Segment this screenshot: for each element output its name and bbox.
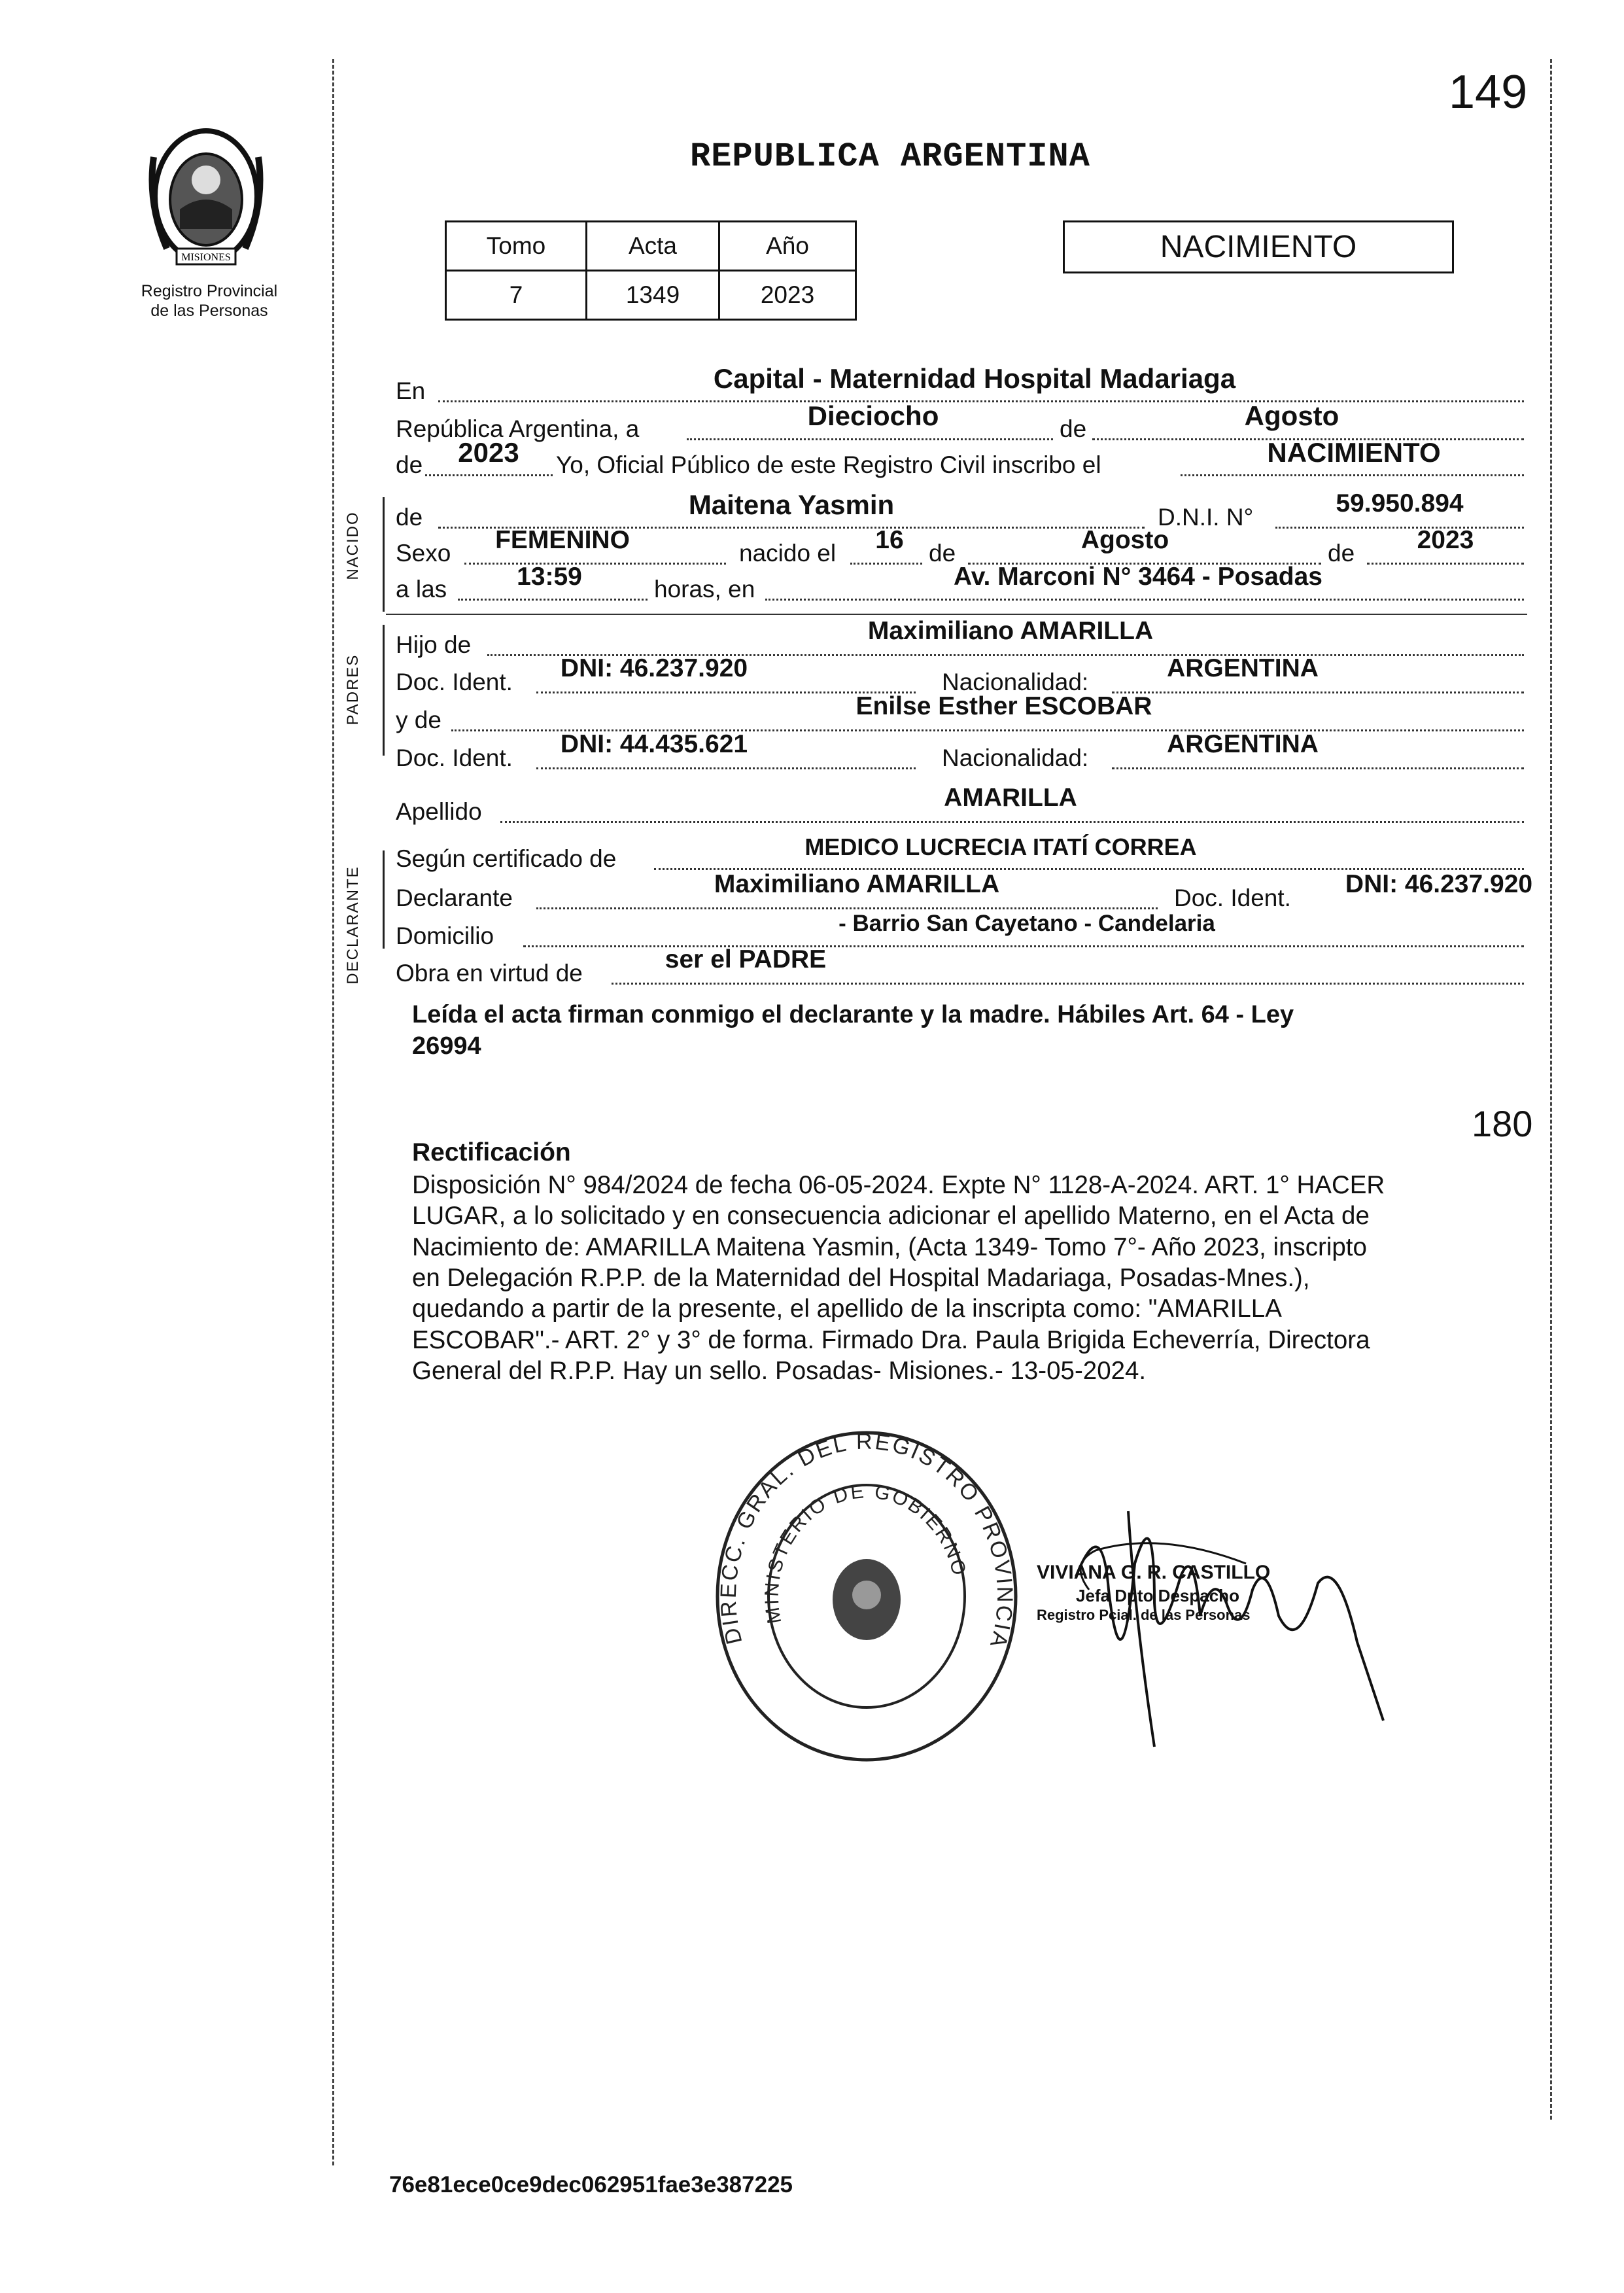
value-nacido-mes: Agosto [1080,526,1169,554]
label-en: En [396,377,426,404]
logo-caption: Registro Provincial de las Personas [141,282,278,320]
label-doc-padre: Doc. Ident. [396,669,513,695]
value-nacido-anio: 2023 [1417,526,1474,554]
label-dni: D.N.I. N° [1158,504,1254,531]
label-declarante: Declarante [396,884,513,911]
label-segun-certificado: Según certificado de [396,845,617,872]
record-table [445,220,857,321]
left-margin-line [332,59,334,2165]
right-margin-line [1550,59,1552,2120]
rectification-line: Nacimiento de: AMARILLA Maitena Yasmin, (Acta 1349- Tomo 7°- Año 2023, inscripto [412,1233,1367,1261]
value-doc-padre: DNI: 46.237.920 [560,654,748,682]
value-acta: 1349 [587,271,719,320]
svg-text:MINISTERIO DE GOBIERNO: MINISTERIO DE GOBIERNO [761,1480,971,1626]
value-nacionalidad-padre: ARGENTINA [1167,654,1319,682]
value-dia: Dieciocho [807,400,939,431]
rectification-body [412,1170,1544,1386]
handwritten-signature [1030,1485,1396,1760]
header-anio: Año [719,222,856,271]
rectification-line: Disposición N° 984/2024 de fecha 06-05-2024. Expte N° 1128-A-2024. ART. 1° HACER [412,1171,1385,1199]
value-lugar: Av. Marconi N° 3464 - Posadas [954,563,1322,591]
rectification-line: ESCOBAR".- ART. 2° y 3° de forma. Firmado Dra. Paula Brigida Echeverría, Directora [412,1325,1370,1354]
label-hijo-de: Hijo de [396,631,472,658]
value-madre: Enilse Esther ESCOBAR [855,692,1152,720]
value-anio-inscripcion: 2023 [458,437,519,468]
record-type-box: NACIMIENTO [1063,220,1454,273]
value-obra: ser el PADRE [665,945,827,973]
document-title: REPUBLICA ARGENTINA [690,137,1090,176]
value-nombre: Maitena Yasmin [688,489,895,520]
label-apellido: Apellido [396,798,482,825]
label-nacionalidad-padre: Nacionalidad: [942,669,1089,695]
header-tomo: Tomo [446,222,587,271]
label-nacido-el: nacido el [739,540,837,567]
value-declarante: Maximiliano AMARILLA [714,870,1000,898]
value-sexo: FEMENINO [495,526,630,554]
rectification-title: Rectificación [412,1138,571,1166]
label-de-5: de [1328,540,1355,567]
value-tomo: 7 [446,271,587,320]
label-de-1: de [1060,415,1087,442]
value-apellido: AMARILLA [944,784,1077,812]
label-y-de: y de [396,707,441,733]
svg-text:MISIONES: MISIONES [181,252,231,263]
value-nacionalidad-madre: ARGENTINA [1167,730,1319,758]
label-obra: Obra en virtud de [396,960,583,987]
value-certificado: MEDICO LUCRECIA ITATÍ CORREA [804,833,1197,860]
official-seal [710,1426,1024,1766]
page-number: 149 [1449,66,1528,118]
label-republica: República Argentina, a [396,415,640,442]
padres-bracket [383,625,385,756]
value-doc-madre: DNI: 44.435.621 [560,730,748,758]
header-acta: Acta [587,222,719,271]
label-a-las: a las [396,576,447,603]
rectification-number: 180 [1472,1103,1533,1144]
value-anio: 2023 [719,271,856,320]
value-nacido-dia: 16 [875,526,904,554]
value-hora: 13:59 [517,563,582,591]
closing-statement: Leída el acta firman conmigo el declarante y la madre. Hábiles Art. 64 - Ley 26994 [412,1001,1294,1060]
signature-stamp: VIVIANA G. R. CASTILLO Jefa Dpto Despacho Registro Pcial. de las Personas [1037,1562,1271,1623]
label-yo-oficial: Yo, Oficial Público de este Registro Civil inscribo el [556,451,1101,478]
coat-of-arms-logo [141,118,271,278]
nacido-bracket [383,497,385,612]
rectification-line: en Delegación R.P.P. de la Maternidad del Hospital Madariaga, Posadas-Mnes.), [412,1264,1310,1293]
label-de-4: de [929,540,956,567]
label-de-3: de [396,504,423,531]
section-label-nacido: NACIDO [344,511,362,580]
label-horas-en: horas, en [654,576,755,603]
value-inscribe: NACIMIENTO [1267,437,1441,468]
value-dni: 59.950.894 [1336,489,1464,517]
value-en: Capital - Maternidad Hospital Madariaga [713,363,1236,394]
rectification-line: quedando a partir de la presente, el apellido de la inscripta como: "AMARILLA [412,1295,1282,1323]
rectification-line: LUGAR, a lo solicitado y en consecuencia adicionar el apellido Materno, en el Acta de [412,1202,1370,1231]
value-padre: Maximiliano AMARILLA [867,617,1154,645]
section-label-declarante: DECLARANTE [344,866,362,985]
rectification-line: General del R.P.P. Hay un sello. Posadas- Misiones.- 13-05-2024. [412,1357,1147,1386]
section-label-padres: PADRES [344,654,362,726]
declarante-bracket [383,850,385,949]
label-de-2: de [396,451,423,478]
label-sexo: Sexo [396,540,451,567]
label-doc-madre: Doc. Ident. [396,744,513,771]
label-domicilio: Domicilio [396,922,494,949]
value-doc-declarante: DNI: 46.237.920 [1345,870,1533,898]
svg-text:DIRECC. GRAL. DEL REGISTRO PRO: DIRECC. GRAL. DEL REGISTRO PROVINCIA [716,1429,1018,1652]
label-nacionalidad-madre: Nacionalidad: [942,744,1089,771]
value-domicilio: - Barrio San Cayetano - Candelaria [838,911,1215,936]
label-doc-declarante: Doc. Ident. [1174,884,1291,911]
document-hash: 76e81ece0ce9dec062951fae3e387225 [389,2172,793,2197]
value-mes: Agosto [1244,400,1339,431]
